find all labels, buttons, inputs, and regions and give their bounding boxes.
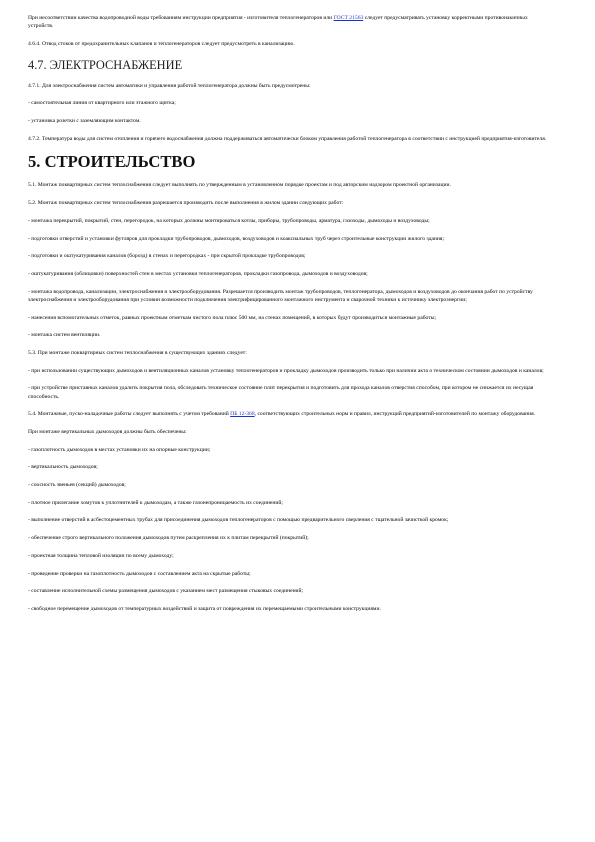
paragraph-4-6-4: 4.6.4. Отвод стоков от предохранительных клапанов и теплогенераторов следует предусмотреть в канализацию. (28, 40, 295, 47)
paragraph-text: 5.4. Монтажные, пуско-наладочные работы следует выполнять с учетом требований (28, 411, 231, 418)
list-item: - выполнение отверстий в асбестоцементных трубах для присоединения дымоходов теплогенераторов с помощью предварительного сверления с тщательной зачисткой кромок; (28, 517, 449, 524)
pb-link[interactable]: ПБ 12-368 (230, 411, 255, 418)
list-item: - при использовании существующих дымоходов и вентиляционных каналов установку теплогенераторов и прокладку дымоходов производить только при наличии акта о техническом состоянии дымоходов и каналов; (28, 367, 544, 374)
list-item: - обеспечение строго вертикального положения дымоходов путем раскрепления их к плитам перекрытий (покрытий); (28, 535, 309, 542)
gost-link[interactable]: ГОСТ 21563 (333, 15, 364, 21)
paragraph-text: следует предусматривать установку корректными противонакипных устройств. (28, 15, 528, 30)
paragraph-text: При несоответствии качества водопроводной воды требованиям инструкции предприятия - изготовителя теплогенераторов или (28, 15, 334, 21)
section-heading-5: 5. СТРОИТЕЛЬСТВО (28, 152, 196, 172)
list-item: - подготовки отверстий и установки футляров для прокладки трубопроводов, дымоходов, воздуховодов и коаксиальных труб через строительные конструкции жилого здания; (28, 235, 445, 242)
list-item: - монтажа водопровода, канализации, электроснабжения и электрооборудования. Разрешается производить монтаж трубопроводов, теплогенератора, дымоходов и воздуховодов до окончания работ по устройству электроснабжения и электрооборудования при условии возможности подключения электрифицированного монтажного инструмента и сварочной техники к источнику электроэнергии; (28, 288, 533, 303)
list-item: - самостоятельная линия от квартирного или этажного щитка; (28, 100, 176, 107)
list-item: - монтажа перекрытий, покрытий, стен, перегородок, на которых должны монтироваться котлы, приборы, трубопроводы, арматура, газоходы, дымоходы и воздуховоды; (28, 217, 430, 224)
list-item: - вертикальность дымоходов; (28, 464, 98, 471)
list-item: - проведение проверки на газоплотность дымоходов с составлением акта на скрытые работы; (28, 570, 251, 577)
paragraph-5-1: 5.1. Монтаж поквартирных систем теплоснабжения следует выполнять по утвержденным в установленном порядке проектам и под авторским надзором проектной организации. (28, 182, 451, 189)
paragraph-4-7-1: 4.7.1. Для электроснабжения систем автоматики и управления работой теплогенератора должны быть предусмотрены: (28, 82, 311, 89)
paragraph-water-quality (28, 14, 552, 30)
list-item: - газоплотность дымоходов в местах установки их на опорные конструкции; (28, 446, 211, 453)
paragraph-4-7-2: 4.7.2. Температура воды для систем отопления и горячего водоснабжения должна поддерживаться автоматически блоком управления работой теплогенератора в соответствии с инструкцией предприятия-изготовителя. (28, 135, 547, 142)
list-item: - проектная толщина тепловой изоляции по всему дымоходу; (28, 552, 174, 559)
document-page (28, 14, 552, 623)
list-item: - установка розетки с заземляющим контактом. (28, 118, 141, 125)
paragraph-5-3: 5.3. При монтаже поквартирных систем теплоснабжения в существующих зданиях следует: (28, 349, 247, 356)
list-item: - оштукатуривания (облицовки) поверхностей стен в местах установки теплогенераторов, прокладки газопровода, дымоходов и воздуховодов; (28, 270, 368, 277)
list-item: - монтажа систем вентиляции. (28, 332, 101, 339)
paragraph-text: , соответствующих строительных норм и правил, инструкций предприятий-изготовителей по монтажу оборудования. (254, 411, 536, 418)
list-item: - при устройстве приставных каналов удалить покрытия пола, обследовать техническое состояние плит перекрытия и подготовить для прохода каналов отверстия способом, при котором не снижается их несущая способность. (28, 385, 534, 400)
list-item: - нанесения вспомогательных отметок, равных проектным отметкам чистого пола плюс 500 мм, на стенах помещений, в которых будут производиться монтажные работы; (28, 314, 437, 321)
paragraph-vertical-chimneys: При монтаже вертикальных дымоходов должны быть обеспечены: (28, 428, 187, 435)
list-item: - соосность звеньев (секций) дымоходов; (28, 482, 126, 489)
list-item: - плотное прилегание хомутов к уплотнителей к дымоходам, а также газонепроницаемость их соединений; (28, 499, 283, 506)
section-heading-4-7: 4.7. ЭЛЕКТРОСНАБЖЕНИЕ (28, 57, 183, 72)
list-item: - составление исполнительной схемы размещения дымоходов с указанием мест размещения стыковых соединений; (28, 588, 304, 595)
paragraph-5-4 (28, 410, 552, 418)
list-item: - подготовки и оштукатуривания каналов (борозд) в стенах и перегородках - при скрытой прокладке трубопроводов; (28, 253, 306, 260)
paragraph-5-2: 5.2. Монтаж поквартирных систем теплоснабжения разрешается производить после выполнения в жилом здании следующих работ: (28, 200, 344, 207)
list-item: - свободное перемещение дымоходов от температурных воздействий и защита от повреждения их перемещаемыми строительными конструкциями. (28, 606, 381, 612)
